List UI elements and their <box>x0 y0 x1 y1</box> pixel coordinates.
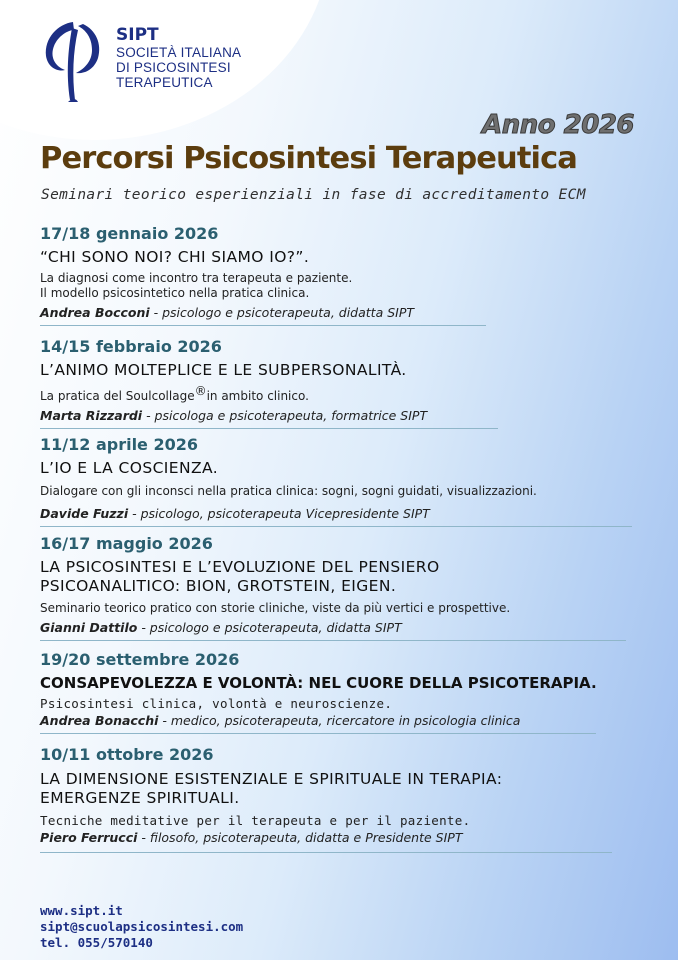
seminar-title: CONSAPEVOLEZZA E VOLONTÀ: NEL CUORE DELLA PSICOTERAPIA. <box>40 674 597 692</box>
seminar-date: 11/12 aprile 2026 <box>40 435 199 454</box>
seminar-item <box>40 745 612 853</box>
speaker-role: - psicologo, psicoterapeuta Vicepresidente SIPT <box>128 506 430 521</box>
seminar-description: Psicosintesi clinica, volontà e neuroscienze. <box>40 696 393 711</box>
seminar-title: “CHI SONO NOI? CHI SIAMO IO?”. <box>40 248 310 266</box>
speaker-name: Andrea Bonacchi <box>40 713 159 728</box>
contacts-block <box>40 903 243 951</box>
year-label: Anno 2026 <box>482 110 634 140</box>
org-name-line: SOCIETÀ ITALIANA <box>116 45 242 60</box>
speaker-role: - psicologo e psicoterapeuta, didatta SIPT <box>137 620 402 635</box>
seminar-date: 10/11 ottobre 2026 <box>40 745 214 764</box>
seminar-title: EMERGENZE SPIRITUALI. <box>40 789 240 807</box>
divider <box>40 325 486 326</box>
seminar-item <box>40 337 498 429</box>
website-link[interactable]: www.sipt.it <box>40 903 123 918</box>
speaker-name: Andrea Bocconi <box>40 305 150 320</box>
seminar-speaker <box>40 619 626 636</box>
seminar-item <box>40 224 486 326</box>
speaker-role: - medico, psicoterapeuta, ricercatore in psicologia clinica <box>158 713 521 728</box>
speaker-name: Davide Fuzzi <box>40 506 129 521</box>
page-subtitle: Seminari teorico esperienziali in fase di accreditamento ECM <box>41 187 586 203</box>
seminar-speaker <box>40 505 632 522</box>
divider <box>40 852 612 853</box>
org-acronym: SIPT <box>116 25 159 45</box>
speaker-role: - filosofo, psicoterapeuta, didatta e Presidente SIPT <box>137 830 463 845</box>
speaker-name: Gianni Dattilo <box>40 620 138 635</box>
seminar-description <box>40 384 498 404</box>
divider <box>40 640 626 641</box>
speaker-role: - psicologo e psicoterapeuta, didatta SIPT <box>149 305 415 320</box>
seminar-speaker <box>40 407 498 424</box>
divider <box>40 428 498 429</box>
seminar-description: Dialogare con gli inconsci nella pratica clinica: sogni, sogni guidati, visualizzazioni. <box>40 484 537 498</box>
seminar-title: PSICOANALITICO: BION, GROTSTEIN, EIGEN. <box>40 577 397 595</box>
org-name-line: DI PSICOSINTESI <box>116 60 231 75</box>
seminar-speaker <box>40 304 486 321</box>
speaker-name: Marta Rizzardi <box>40 408 143 423</box>
seminar-title: L’ANIMO MOLTEPLICE E LE SUBPERSONALITÀ. <box>40 361 407 379</box>
seminar-date: 14/15 febbraio 2026 <box>40 337 222 356</box>
sipt-logo-icon <box>38 16 108 104</box>
seminar-item <box>40 534 626 641</box>
seminar-date: 17/18 gennaio 2026 <box>40 224 219 243</box>
seminar-title: L’IO E LA COSCIENZA. <box>40 459 219 477</box>
seminar-speaker <box>40 829 612 846</box>
seminar-speaker <box>40 712 597 729</box>
description-text: La pratica del Soulcollage <box>40 389 195 403</box>
seminar-title: LA PSICOSINTESI E L’EVOLUZIONE DEL PENSIERO <box>40 558 440 576</box>
registered-mark: ® <box>194 384 207 398</box>
seminar-description: La diagnosi come incontro tra terapeuta e paziente. <box>40 271 353 285</box>
phone-number: tel. 055/570140 <box>40 935 153 950</box>
seminar-item <box>40 650 597 734</box>
speaker-name: Piero Ferrucci <box>40 830 138 845</box>
email-link[interactable]: sipt@scuolapsicosintesi.com <box>40 919 244 934</box>
seminar-description: Seminario teorico pratico con storie cliniche, viste da più vertici e prospettive. <box>40 601 511 615</box>
organization-name <box>116 26 241 90</box>
seminar-date: 16/17 maggio 2026 <box>40 534 213 553</box>
org-name-line: TERAPEUTICA <box>116 75 213 90</box>
divider <box>40 526 632 527</box>
divider <box>40 733 596 734</box>
seminar-item <box>40 435 632 527</box>
seminar-description: Il modello psicosintetico nella pratica clinica. <box>40 286 310 300</box>
description-text: in ambito clinico. <box>206 389 309 403</box>
seminar-title: LA DIMENSIONE ESISTENZIALE E SPIRITUALE IN TERAPIA: <box>40 770 503 788</box>
seminar-date: 19/20 settembre 2026 <box>40 650 240 669</box>
page-title: Percorsi Psicosintesi Terapeutica <box>40 141 577 176</box>
speaker-role: - psicologa e psicoterapeuta, formatrice SIPT <box>142 408 428 423</box>
seminar-description: Tecniche meditative per il terapeuta e per il paziente. <box>40 813 471 828</box>
